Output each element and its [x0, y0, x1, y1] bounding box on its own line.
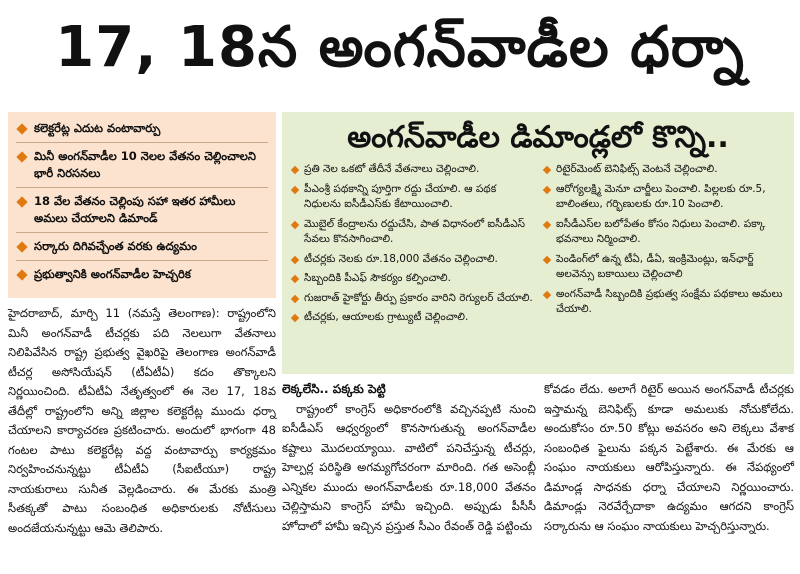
diamond-bullet-icon [291, 294, 299, 302]
diamond-bullet-icon [543, 166, 551, 174]
demand-text: అంగన్‌వాడీ సిబ్బందికి ప్రభుత్వ సంక్షేమ పథకాలు అమలు చేయాలి. [556, 287, 783, 315]
diamond-bullet-icon [291, 255, 299, 263]
demand-text: పెండింగ్‌లో ఉన్న టీఏ, డీఏ, ఇంక్రిమెంట్లు, ఇన్‌ఛార్జ్ అలవెన్సు బకాయిలు చెల్లించాలి [556, 252, 754, 280]
demand-text: ఐసీడీఎస్‌ల బలోపేతం కోసం నిధులు పెంచాలి. పక్కా భవనాలు నిర్మించాలి. [556, 217, 766, 245]
demand-item [542, 217, 786, 248]
demand-item [290, 291, 534, 307]
demand-item [290, 252, 534, 268]
demand-text: ప్రతి నెల ఒకటో తేదీనే వేతనాలు చెల్లించాలి. [304, 163, 480, 175]
demands-title: అంగన్‌వాడీల డిమాండ్లలో కొన్ని.. [347, 120, 729, 155]
demand-item [542, 182, 786, 213]
demand-item [290, 310, 534, 326]
highlight-item [16, 148, 268, 182]
diamond-bullet-icon [16, 123, 27, 134]
demands-box [282, 112, 794, 374]
diamond-bullet-icon [16, 151, 27, 162]
diamond-bullet-icon [543, 290, 551, 298]
highlight-text: సర్కారు దిగివచ్చేంత వరకు ఉద్యమం [34, 239, 197, 253]
demand-item [290, 162, 534, 178]
highlight-item [16, 193, 268, 227]
article-column-3 [544, 380, 794, 536]
demand-item [542, 252, 786, 283]
divider [16, 232, 268, 233]
demands-right-column [542, 162, 786, 330]
demand-text: రిటైర్‌మెంట్ బెనిఫిట్స్ వెంటనే చెల్లించాలి. [556, 163, 718, 175]
demand-text: ఆరోగ్యలక్ష్మి మెనూ చార్జీలు పెంచాలి. పిల్లలకు రూ.5, బాలింతలు, గర్భిణులకు రూ.10 పెంచాలి. [556, 182, 766, 210]
headline: 17, 18న అంగన్‌వాడీల ధర్నా [55, 14, 745, 80]
demand-text: టీచర్లకు, ఆయాలకు గ్రాట్యుటీ చెల్లించాలి. [304, 311, 469, 323]
demand-item [290, 271, 534, 287]
highlight-text: కలెక్టరేట్ల ఎదుట వంటావార్పు [34, 121, 161, 135]
highlight-text: మినీ అంగన్‌వాడీల 10 నెలల వేతనం చెల్లించాలని భారీ నిరసనలు [34, 149, 257, 180]
diamond-bullet-icon [291, 275, 299, 283]
diamond-bullet-icon [291, 220, 299, 228]
demand-item [290, 217, 534, 248]
article-paragraph: కోవడం లేదు. అలాగే రిటైర్ అయిన అంగన్‌వాడీ టీచర్లకు ఇస్తామన్న బెనిఫిట్స్ కూడా అమలుకు నోచుకోలేదు. అందుకోసం రూ.50 కోట్లు అవసరం అని లెక్కలు వేశాక సంబంధిత ఫైలును పక్కన పెట్టేశారు. ఈ మేరకు ఆ సంఘం నాయకులు ఆరోపిస్తున్నారు. ఈ నేపథ్యంలో డిమాండ్ల సాధనకు ధర్నా చేయాలని నిర్ణయించారు. డిమాండ్లు నెరవేర్చేదాకా ఉద్యమం ఆగదని కాంగ్రెస్ సర్కారును ఆ సంఘం నాయకులు హెచ్చరిస్తున్నారు. [544, 382, 794, 533]
demand-text: మొబైల్ కేంద్రాలను రద్దుచేసి, పాత విధానంలో ఐసీడీఎస్ సేవలు కొనసాగించాలి. [304, 217, 526, 245]
diamond-bullet-icon [16, 196, 27, 207]
diamond-bullet-icon [291, 185, 299, 193]
highlight-text: 18 వేల వేతనం చెల్లింపు సహా ఇతర హామీలు అమలు చేయాలని డిమాండ్ [34, 194, 236, 225]
article-paragraph: హైదరాబాద్, మార్చి 11 (నమస్తే తెలంగాణ): రాష్ట్రంలోని మినీ అంగన్‌వాడీ టీచర్లకు పది నెలలుగా వేతనాలు నిలిపివేసిన రాష్ట్ర ప్రభుత్వ వైఖరిపై తెలంగాణ అంగన్‌వాడీ టీచర్ల అసోసియేషన్ (టీఏటీఏ) కదం తొక్కాలని నిర్ణయించింది. టీఏటీఏ నేతృత్వంలో ఈ నెల 17, 18వ తేదీల్లో రాష్ట్రంలోని అన్ని జిల్లాల కలెక్టరేట్ల ముందు ధర్నా చేయాలని కార్యాచరణ ప్రకటించారు. అందులో భాగంగా 48 గంటల పాటు కలెక్టరేట్ల వద్ద వంటావార్పు కార్యక్రమం నిర్వహించనున్నట్టు టీఏటీఏ (సీఐటీయూ) రాష్ట్ర నాయకురాలు సునీత వెల్లడించారు. ఈ మేరకు మంత్రి సీతక్కతో పాటు సంబంధిత అధికారులకు నోటీసులు అందజేయనున్నట్టు ఆమె తెలిపారు. [8, 306, 276, 535]
demand-text: గుజరాత్ హైకోర్టు తీర్పు ప్రకారం వారిని రెగ్యులర్ చేయాలి. [304, 291, 533, 304]
demand-text: టీచర్లకు నెలకు రూ.18,000 వేతనం చెల్లించాలి. [304, 252, 498, 265]
demand-item [542, 287, 786, 318]
demand-text: సిబ్బందికి పీఎఫ్ సౌకర్యం కల్పించాలి. [304, 272, 451, 284]
article-column-2 [282, 380, 536, 536]
demands-left-column [290, 162, 534, 330]
demand-item [290, 182, 534, 213]
divider [16, 187, 268, 188]
highlight-item [16, 266, 268, 283]
diamond-bullet-icon [16, 241, 27, 252]
diamond-bullet-icon [543, 255, 551, 263]
diamond-bullet-icon [16, 269, 27, 280]
diamond-bullet-icon [543, 220, 551, 228]
highlight-text: ప్రభుత్వానికి అంగన్‌వాడీల హెచ్చరిక [34, 267, 191, 281]
article-column-1 [8, 304, 276, 538]
highlight-item [16, 120, 268, 137]
highlights-box [8, 112, 276, 298]
diamond-bullet-icon [543, 185, 551, 193]
article-subheading: లెక్కలేసి.. పక్కకు పెట్టి [282, 382, 386, 396]
demand-item [542, 162, 786, 178]
highlight-item [16, 238, 268, 255]
diamond-bullet-icon [291, 314, 299, 322]
divider [16, 142, 268, 143]
divider [16, 260, 268, 261]
diamond-bullet-icon [291, 166, 299, 174]
demand-text: పీఎంశ్రీ పథకాన్ని పూర్తిగా రద్దు చేయాలి. ఆ పథక నిధులను ఐసీడీఎస్‌కు కేటాయించాలి. [304, 182, 497, 210]
article-paragraph: రాష్ట్రంలో కాంగ్రెస్ అధికారంలోకి వచ్చినప్పటి నుంచి ఐసీడీఎస్ ఆధ్వర్యంలో కొనసాగుతున్న అంగన్‌వాడీల కష్టాలు మొదలయ్యాయి. వాటిలో పనిచేస్తున్న టీచర్లు, హెల్పర్ల పరిస్థితి అగమ్యగోచరంగా మారింది. గత అసెంబ్లీ ఎన్నికల ముందు అంగన్‌వాడీలకు రూ.18,000 వేతనం చెల్లిస్తామని కాంగ్రెస్ హామీ ఇచ్చింది. అప్పుడు పీసీసీ హోదాలో హామీ ఇచ్చిన ప్రస్తుత సీఎం రేవంత్ రెడ్డి పట్టించు [282, 401, 536, 533]
